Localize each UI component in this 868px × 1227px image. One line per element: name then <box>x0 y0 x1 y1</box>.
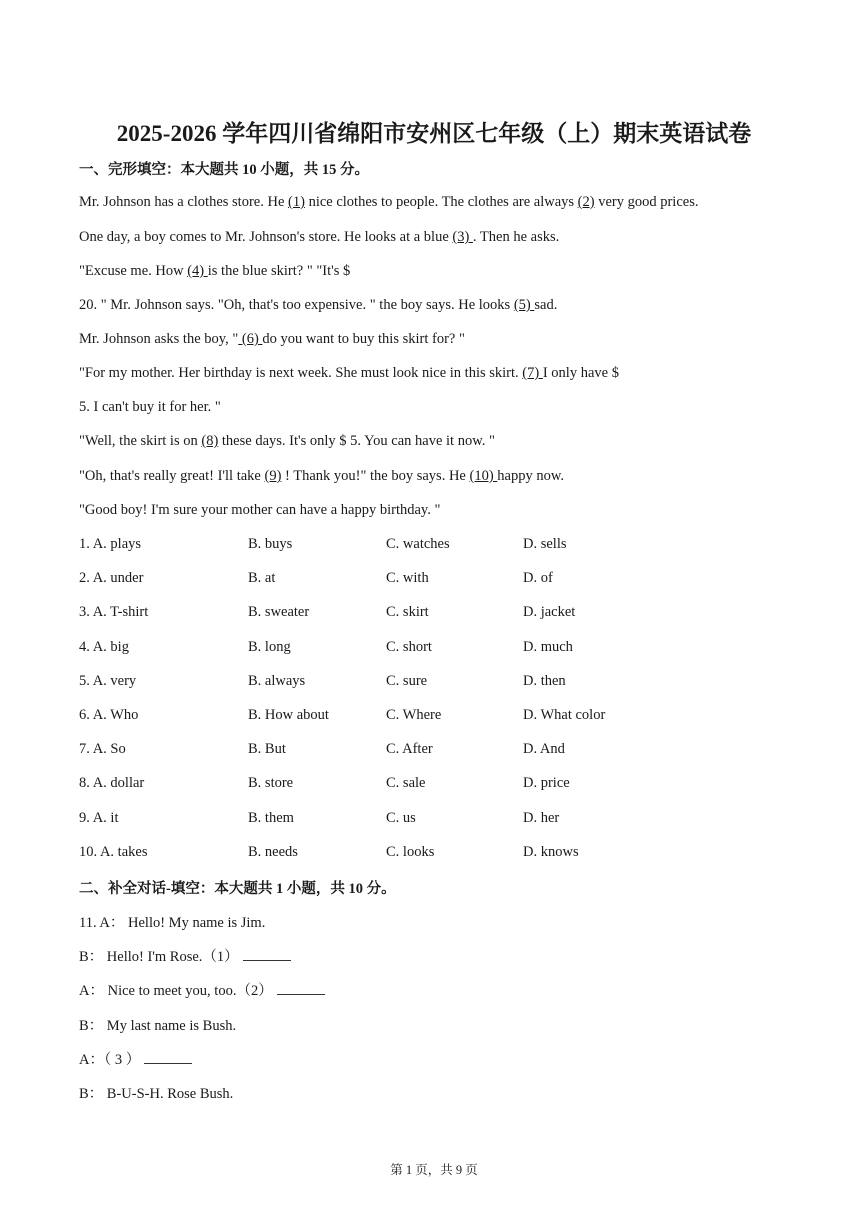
blank-7: (7) <box>522 365 543 381</box>
option-7-c: C. After <box>386 741 433 758</box>
option-2-d: D. of <box>523 570 553 587</box>
option-2-a: 2. A. under <box>79 570 144 587</box>
answer-blank[interactable] <box>243 948 291 961</box>
dialog-line: 11. A： Hello! My name is Jim. <box>79 915 266 931</box>
option-4-b: B. long <box>248 638 291 655</box>
passage-line: "Well, the skirt is on (8) these days. It's only $ 5. You can have it now. " <box>79 433 495 449</box>
option-8-a: 8. A. dollar <box>79 775 145 792</box>
option-6-a: 6. A. Who <box>79 707 139 723</box>
passage-line: "Excuse me. How (4) is the blue skirt? " "It's $ <box>79 263 351 279</box>
option-4-a: 4. A. big <box>79 638 129 655</box>
blank-4: (4) <box>187 263 208 279</box>
option-3-b: B. sweater <box>248 604 310 621</box>
passage-line: "Good boy! I'm sure your mother can have a happy birthday. " <box>79 502 441 518</box>
option-7-b: B. But <box>248 741 286 758</box>
option-6-c: C. Where <box>386 707 442 723</box>
option-6-d: D. What color <box>523 707 606 723</box>
option-2-c: C. with <box>386 570 429 587</box>
option-3-a: 3. A. T-shirt <box>79 604 149 621</box>
page-title: 2025-2026 学年四川省绵阳市安州区七年级（上）期末英语试卷 <box>116 121 752 146</box>
passage-line: "Oh, that's really great! I'll take (9) ! Thank you!" the boy says. He (10) happy now. <box>79 468 564 484</box>
option-1-d: D. sells <box>523 536 567 552</box>
option-5-c: C. sure <box>386 672 428 689</box>
passage-line: "For my mother. Her birthday is next week. She must look nice in this skirt. (7) I only have $ <box>79 365 619 381</box>
dialog-line: B： My last name is Bush. <box>79 1018 237 1034</box>
section-2-header: 二、补全对话-填空：本大题共 1 小题，共 10 分。 <box>79 881 396 897</box>
option-4-d: D. much <box>523 638 573 655</box>
passage-line: 20. " Mr. Johnson says. "Oh, that's too expensive. " the boy says. He looks (5) sad. <box>79 297 558 313</box>
dialog-line: A： Nice to meet you, too.（2） <box>79 979 325 1000</box>
blank-5: (5) <box>513 297 535 313</box>
option-10-b: B. needs <box>248 843 298 860</box>
option-5-a: 5. A. very <box>79 672 137 689</box>
option-10-a: 10. A. takes <box>79 843 148 860</box>
option-1-a: 1. A. plays <box>79 536 142 552</box>
blank-1: (1) <box>288 194 305 210</box>
option-9-b: B. them <box>248 809 294 826</box>
option-3-c: C. skirt <box>386 604 429 621</box>
dialog-line: A：（ 3 ） <box>79 1048 192 1069</box>
passage-line: Mr. Johnson has a clothes store. He (1) nice clothes to people. The clothes are always (2) very good prices. <box>79 194 699 210</box>
option-5-d: D. then <box>523 672 566 689</box>
option-1-c: C. watches <box>386 536 450 552</box>
option-5-b: B. always <box>248 672 306 689</box>
option-2-b: B. at <box>248 570 276 587</box>
option-4-c: C. short <box>386 638 432 655</box>
section-1-header: 一、完形填空：本大题共 10 小题，共 15 分。 <box>79 162 369 178</box>
option-7-d: D. And <box>523 741 565 758</box>
option-3-d: D. jacket <box>523 604 576 621</box>
blank-3: (3) <box>452 229 473 245</box>
option-6-b: B. How about <box>248 707 329 723</box>
option-10-d: D. knows <box>523 843 579 860</box>
blank-8: (8) <box>201 433 219 449</box>
option-8-c: C. sale <box>386 775 426 792</box>
option-1-b: B. buys <box>248 536 293 552</box>
option-8-b: B. store <box>248 775 294 792</box>
blank-6: (6) <box>238 331 263 347</box>
option-9-a: 9. A. it <box>79 809 119 826</box>
page-footer: 第 1 页，共 9 页 <box>390 1163 478 1177</box>
option-9-c: C. us <box>386 809 416 826</box>
passage-line: 5. I can't buy it for her. " <box>79 399 221 415</box>
answer-blank[interactable] <box>277 982 325 995</box>
option-9-d: D. her <box>523 809 560 826</box>
dialog-line: B： B-U-S-H. Rose Bush. <box>79 1086 234 1102</box>
passage-line: One day, a boy comes to Mr. Johnson's store. He looks at a blue (3) . Then he asks. <box>79 229 560 245</box>
blank-9: (9) <box>264 468 282 484</box>
blank-2: (2) <box>577 194 595 210</box>
option-10-c: C. looks <box>386 843 435 860</box>
option-7-a: 7. A. So <box>79 741 126 758</box>
option-8-d: D. price <box>523 775 570 792</box>
passage-line: Mr. Johnson asks the boy, " (6) do you want to buy this skirt for? " <box>79 331 465 347</box>
dialog-line: B： Hello! I'm Rose.（1） <box>79 945 291 966</box>
blank-10: (10) <box>469 468 498 484</box>
answer-blank[interactable] <box>144 1051 192 1064</box>
